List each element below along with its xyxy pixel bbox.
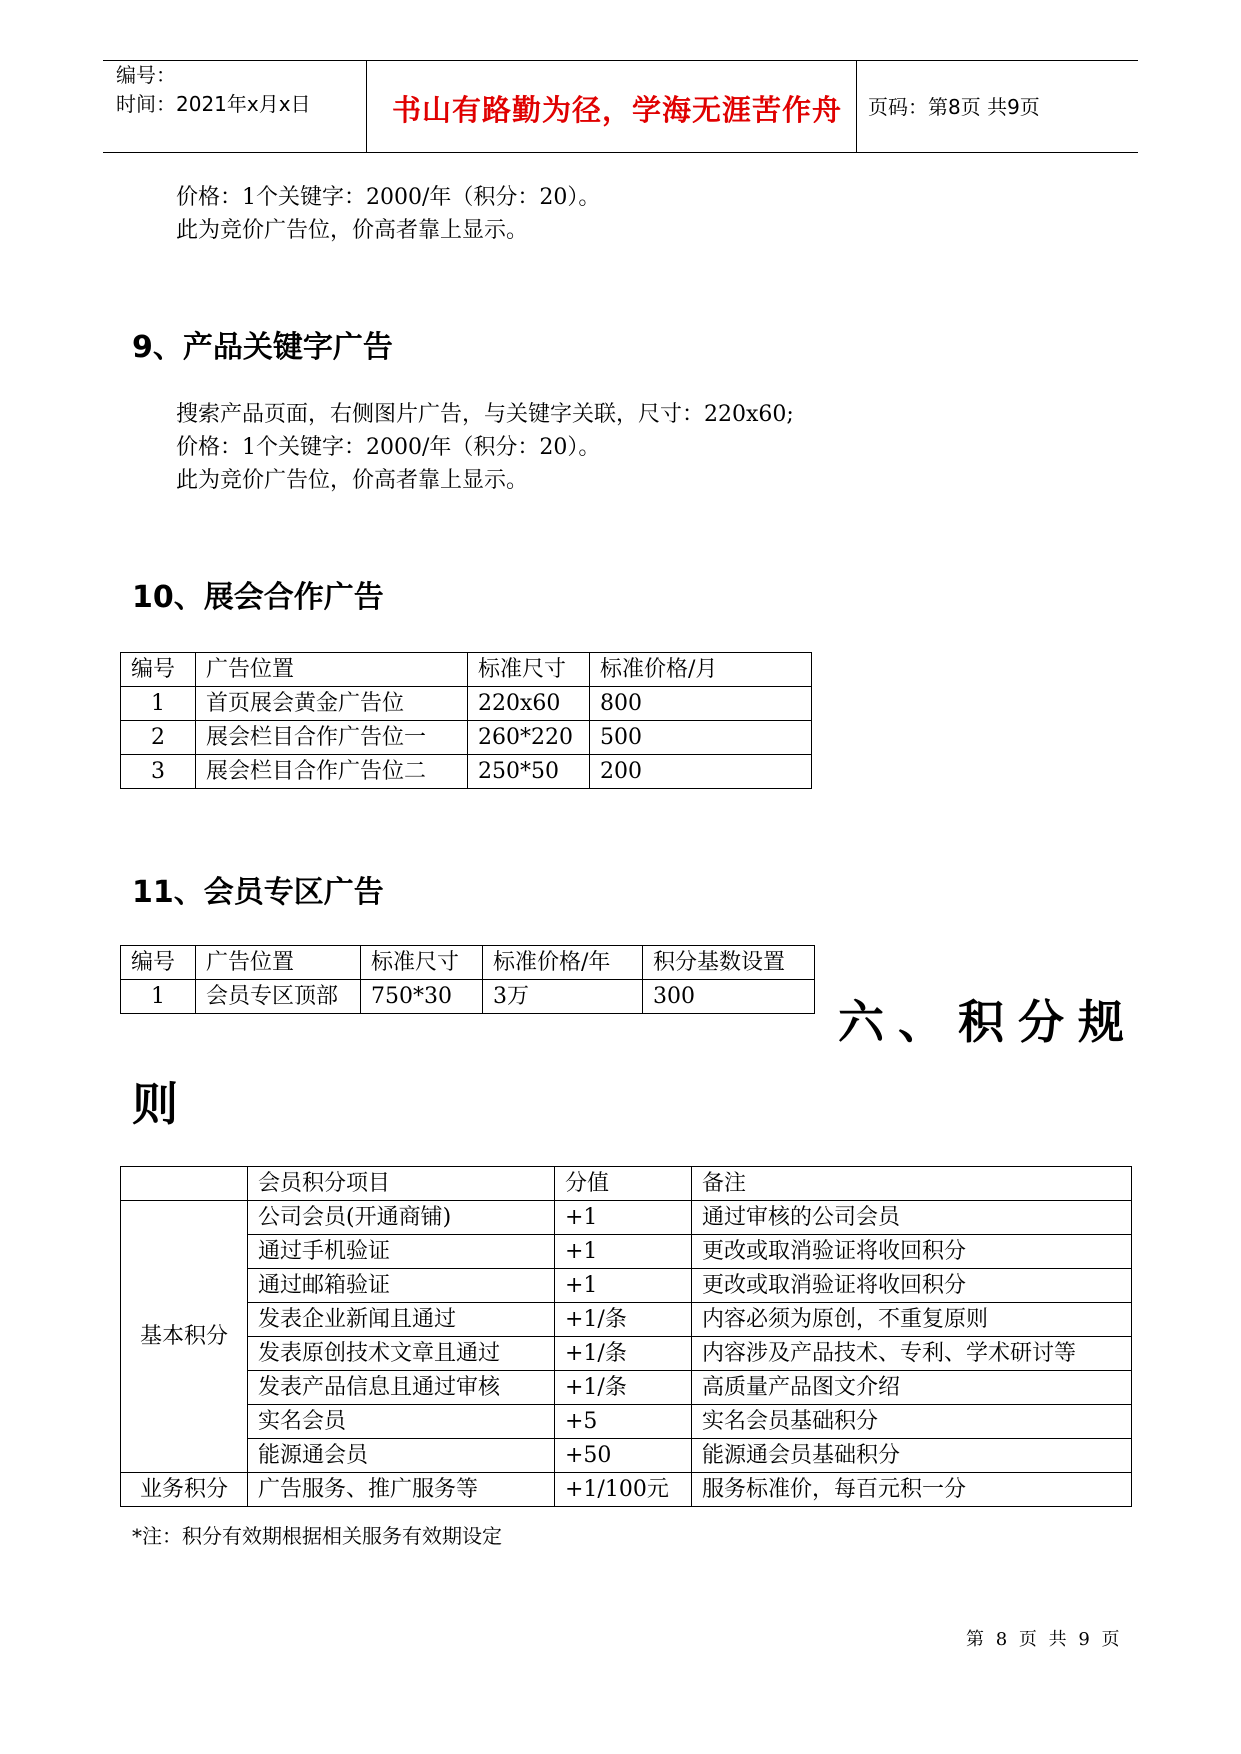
table-cell: +1/条	[555, 1303, 692, 1337]
table-cell: 250*50	[468, 755, 590, 789]
table-cell: 首页展会黄金广告位	[196, 687, 468, 721]
table-cell: 1	[121, 687, 196, 721]
table-row	[121, 980, 815, 1014]
table-row	[121, 1473, 1132, 1507]
table-cell: 内容必须为原创，不重复原则	[692, 1303, 1132, 1337]
table-header-cell: 标准尺寸	[468, 653, 590, 687]
table-header-cell: 广告位置	[196, 946, 361, 980]
section-9-title: 9、产品关键字广告	[132, 330, 393, 365]
table-cell: 发表企业新闻且通过	[248, 1303, 555, 1337]
table-cell: 内容涉及产品技术、专利、学术研讨等	[692, 1337, 1132, 1371]
table-cell: 1	[121, 980, 196, 1014]
section-6-title-part-1: 六、积分规	[838, 995, 1138, 1049]
table-header-row	[121, 1167, 1132, 1201]
table-cell: +1	[555, 1235, 692, 1269]
table-header-cell: 标准价格/年	[483, 946, 643, 980]
intro-price: 价格：1个关键字：2000/年（积分：20）。	[176, 185, 601, 210]
section-9-line-3: 此为竞价广告位，价高者靠上显示。	[176, 468, 529, 493]
table-cell: 实名会员	[248, 1405, 555, 1439]
table-header-cell: 广告位置	[196, 653, 468, 687]
table-cell: 发表产品信息且通过审核	[248, 1371, 555, 1405]
category-cell-business: 业务积分	[121, 1473, 248, 1507]
table-cell: 通过手机验证	[248, 1235, 555, 1269]
section-10-title: 10、展会合作广告	[132, 580, 384, 615]
table-cell: 200	[590, 755, 812, 789]
table-cell: 3	[121, 755, 196, 789]
table-cell: 公司会员(开通商铺)	[248, 1201, 555, 1235]
table-cell: 300	[643, 980, 815, 1014]
table-header-cell: 编号	[121, 946, 196, 980]
points-rules-table	[120, 1166, 1132, 1507]
section-9-body	[176, 398, 794, 497]
table-header-cell: 备注	[692, 1167, 1132, 1201]
header-divider-right	[856, 60, 857, 152]
table-cell: 更改或取消验证将收回积分	[692, 1235, 1132, 1269]
table-cell: 能源通会员	[248, 1439, 555, 1473]
table-cell: 展会栏目合作广告位一	[196, 721, 468, 755]
section-11-title: 11、会员专区广告	[132, 875, 384, 910]
table-cell: 会员专区顶部	[196, 980, 361, 1014]
intro-note: 此为竞价广告位，价高者靠上显示。	[176, 218, 529, 243]
table-cell: +5	[555, 1405, 692, 1439]
table-cell: +1/条	[555, 1371, 692, 1405]
doc-number-label: 编号：	[116, 63, 176, 87]
header-page-label: 页码：第8页 共9页	[868, 95, 1040, 119]
doc-time-label: 时间：2021年x月x日	[116, 92, 311, 116]
page-footer-number: 第 8 页 共 9 页	[966, 1629, 1123, 1650]
table-row	[121, 1201, 1132, 1235]
table-cell: 实名会员基础积分	[692, 1405, 1132, 1439]
header-motto: 书山有路勤为径，学海无涯苦作舟	[392, 93, 843, 127]
table-header-cell: 标准尺寸	[361, 946, 483, 980]
table-row	[121, 687, 812, 721]
table-cell: 发表原创技术文章且通过	[248, 1337, 555, 1371]
table-row	[121, 1405, 1132, 1439]
table-cell: +1/100元	[555, 1473, 692, 1507]
intro-block	[176, 181, 600, 247]
table-cell: 展会栏目合作广告位二	[196, 755, 468, 789]
section-6-title-part-2: 则	[132, 1077, 192, 1131]
table-cell: 750*30	[361, 980, 483, 1014]
table-header-cell: 会员积分项目	[248, 1167, 555, 1201]
table-header-row	[121, 653, 812, 687]
table-cell: 3万	[483, 980, 643, 1014]
table-cell: +1	[555, 1269, 692, 1303]
table-header-cell: 积分基数设置	[643, 946, 815, 980]
table-row	[121, 721, 812, 755]
table-header-cell: 标准价格/月	[590, 653, 812, 687]
table-cell: 800	[590, 687, 812, 721]
table-cell: 220x60	[468, 687, 590, 721]
table-cell: 2	[121, 721, 196, 755]
member-zone-ad-table	[120, 945, 815, 1014]
table-cell: 260*220	[468, 721, 590, 755]
section-9-line-1: 搜索产品页面，右侧图片广告，与关键字关联，尺寸：220x60;	[176, 402, 794, 427]
table-cell: +1	[555, 1201, 692, 1235]
table-header-cell: 分值	[555, 1167, 692, 1201]
table-cell: 服务标准价，每百元积一分	[692, 1473, 1132, 1507]
table-cell: +50	[555, 1439, 692, 1473]
table-cell: 500	[590, 721, 812, 755]
table-cell: 通过邮箱验证	[248, 1269, 555, 1303]
table-row	[121, 1439, 1132, 1473]
header-divider-left	[366, 60, 367, 152]
table-cell: 广告服务、推广服务等	[248, 1473, 555, 1507]
section-9-line-2: 价格：1个关键字：2000/年（积分：20）。	[176, 435, 601, 460]
table-cell: 更改或取消验证将收回积分	[692, 1269, 1132, 1303]
table-row	[121, 1303, 1132, 1337]
table-header-row	[121, 946, 815, 980]
table-row	[121, 1235, 1132, 1269]
table-row	[121, 755, 812, 789]
points-footnote: *注：积分有效期根据相关服务有效期设定	[132, 1524, 502, 1548]
header-top-rule	[103, 60, 1138, 61]
table-cell: 通过审核的公司会员	[692, 1201, 1132, 1235]
table-cell: +1/条	[555, 1337, 692, 1371]
table-header-cell: 编号	[121, 653, 196, 687]
table-row	[121, 1371, 1132, 1405]
table-row	[121, 1337, 1132, 1371]
table-cell: 高质量产品图文介绍	[692, 1371, 1132, 1405]
expo-ad-table	[120, 652, 812, 789]
table-cell: 能源通会员基础积分	[692, 1439, 1132, 1473]
category-cell-basic: 基本积分	[121, 1201, 248, 1473]
table-header-cell	[121, 1167, 248, 1201]
table-row	[121, 1269, 1132, 1303]
header-bottom-rule	[103, 152, 1138, 153]
